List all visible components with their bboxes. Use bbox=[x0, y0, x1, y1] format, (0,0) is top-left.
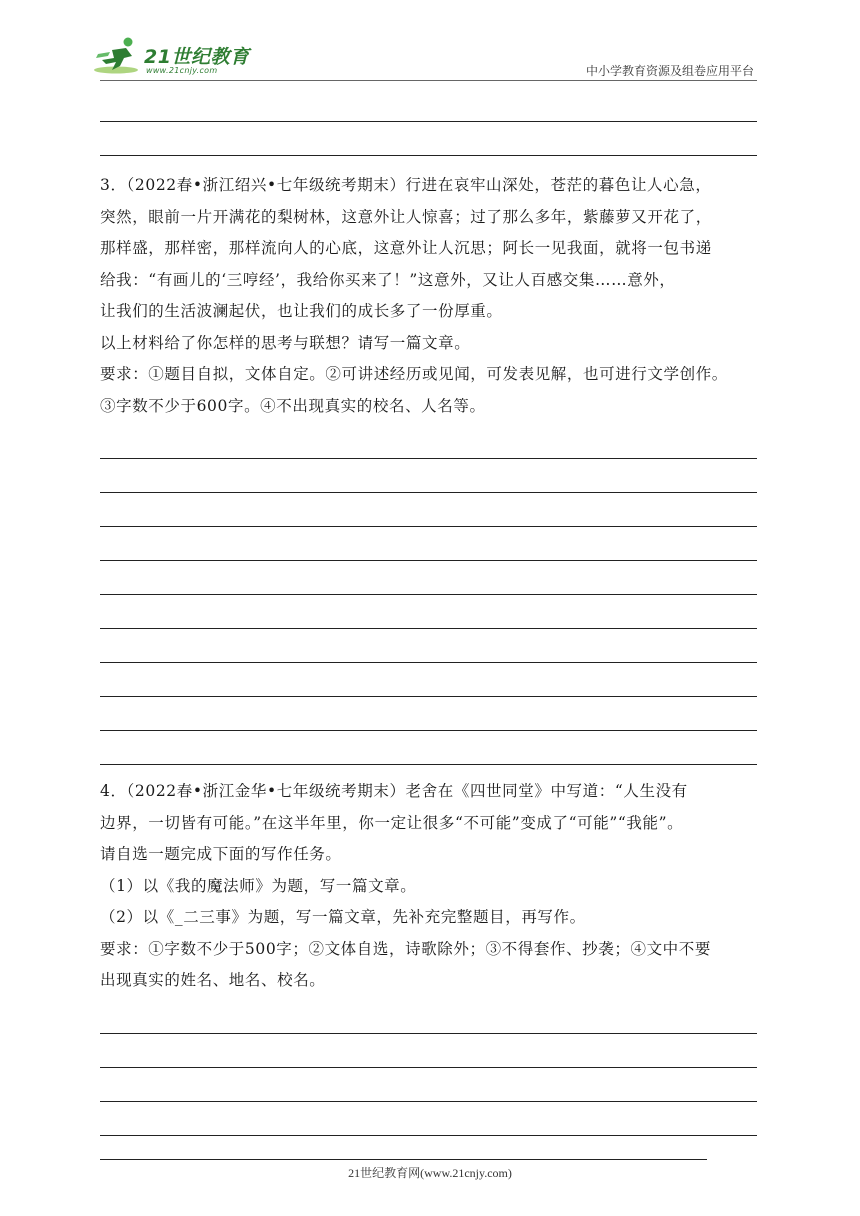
answer-line bbox=[100, 662, 757, 663]
answer-line bbox=[100, 1033, 757, 1034]
answer-line bbox=[100, 121, 757, 122]
answer-line bbox=[100, 1101, 757, 1102]
logo-url: www.21cnjy.com bbox=[146, 66, 218, 75]
answer-line bbox=[100, 730, 757, 731]
logo-title: 21世纪教育 bbox=[144, 46, 250, 68]
answer-line bbox=[100, 594, 757, 595]
answer-line bbox=[100, 764, 757, 765]
question-line: （2）以《_二三事》为题，写一篇文章，先补充完整题目，再写作。 bbox=[100, 908, 586, 926]
question-line: （1）以《我的魔法师》为题，写一篇文章。 bbox=[100, 876, 417, 895]
logo bbox=[92, 34, 262, 78]
question-line: 那样盛，那样密，那样流向人的心底，这意外让人沉思；阿长一见我面，就将一包书递 bbox=[100, 239, 712, 257]
question-line: 4．（2022春•浙江金华•七年级统考期末）老舍在《四世同堂》中写道：“人生没有 bbox=[100, 782, 688, 800]
question-line: 边界，一切皆有可能。”在这半年里，你一定让很多“不可能”变成了“可能”“我能”。 bbox=[100, 813, 684, 832]
question-line: 给我：“有画儿的‘三哼经’，我给你买来了！”这意外，又让人百感交集……意外， bbox=[100, 270, 676, 289]
question-line: 要求：①字数不少于500字；②文体自选，诗歌除外；③不得套作、抄袭；④文中不要 bbox=[100, 939, 711, 958]
question-line: 要求：①题目自拟，文体自定。②可讲述经历或见闻，可发表见解，也可进行文学创作。 bbox=[100, 365, 728, 383]
question-line: 让我们的生活波澜起伏，也让我们的成长多了一份厚重。 bbox=[100, 302, 503, 320]
answer-line bbox=[100, 155, 757, 156]
question-line: 出现真实的姓名、地名、校名。 bbox=[100, 971, 326, 989]
question-line: ③字数不少于600字。④不出现真实的校名、人名等。 bbox=[100, 396, 486, 415]
answer-line bbox=[100, 628, 757, 629]
question-line: 请自选一题完成下面的写作任务。 bbox=[100, 845, 342, 863]
question-3 bbox=[100, 170, 760, 422]
question-line: 突然，眼前一片开满花的梨树林，这意外让人惊喜；过了那么多年，紫藤萝又开花了， bbox=[100, 207, 712, 226]
answer-line bbox=[100, 526, 757, 527]
answer-line bbox=[100, 696, 757, 697]
answer-line bbox=[100, 1135, 757, 1136]
platform-label: 中小学教育资源及组卷应用平台 bbox=[585, 64, 754, 78]
answer-line bbox=[100, 1067, 757, 1068]
page-header bbox=[0, 0, 860, 90]
question-4 bbox=[100, 776, 760, 997]
runner-logo-icon bbox=[92, 34, 148, 78]
answer-line bbox=[100, 560, 757, 561]
answer-line bbox=[100, 458, 757, 459]
question-line: 以上材料给了你怎样的思考与联想？请写一篇文章。 bbox=[100, 333, 471, 352]
footer-divider bbox=[100, 1159, 707, 1160]
header-divider bbox=[100, 80, 757, 81]
footer-text: 21世纪教育网(www.21cnjy.com) bbox=[348, 1166, 512, 1180]
answer-line bbox=[100, 492, 757, 493]
question-line: 3．（2022春•浙江绍兴•七年级统考期末）行进在哀牢山深处，苍茫的暮色让人心急， bbox=[100, 176, 712, 194]
